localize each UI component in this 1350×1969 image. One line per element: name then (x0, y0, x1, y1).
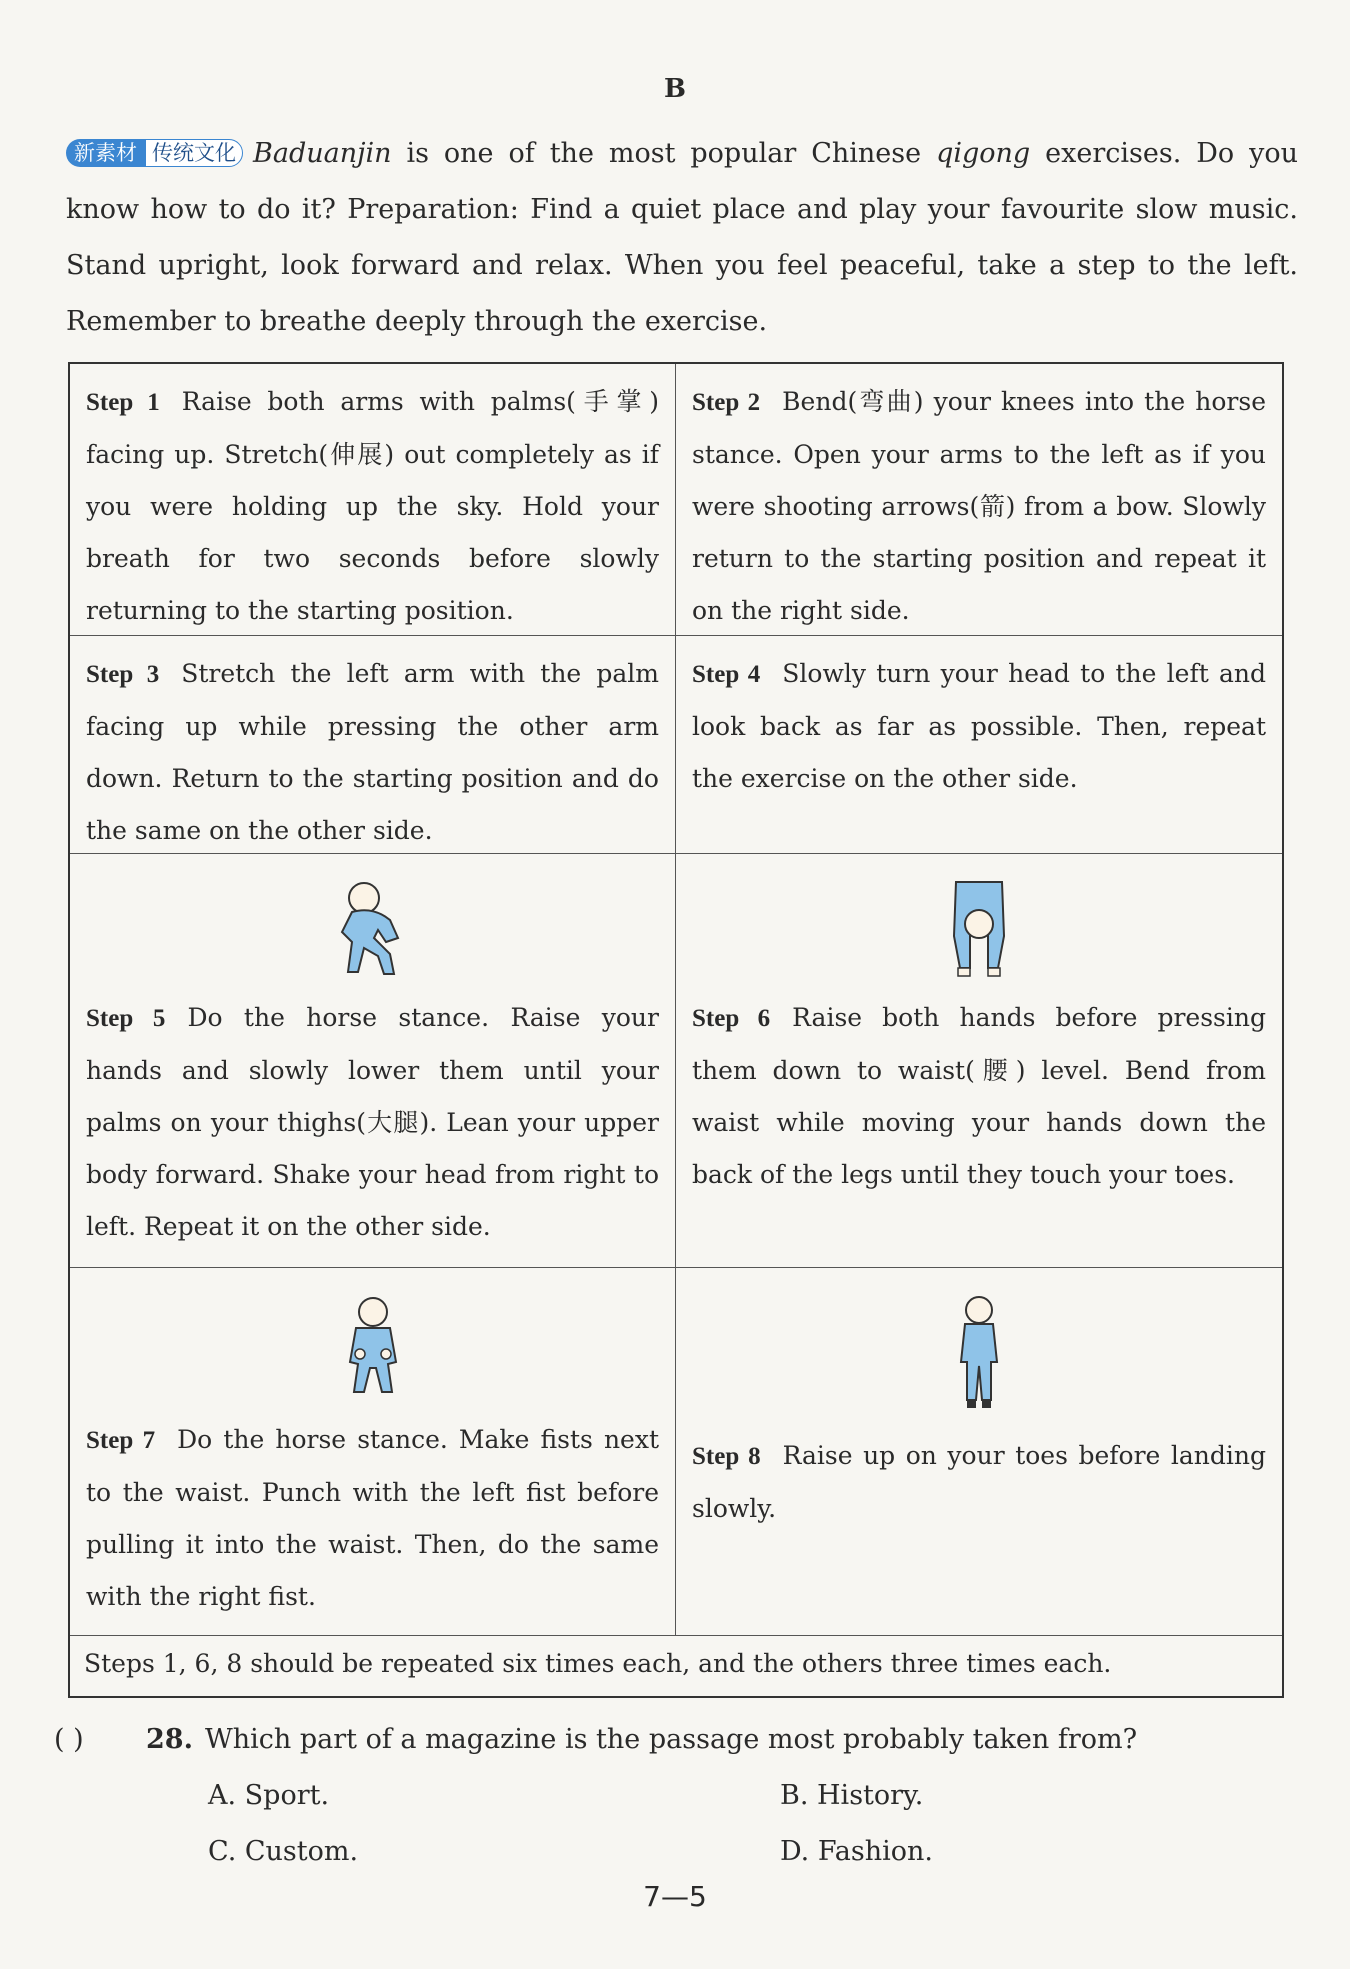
table-row (70, 854, 1282, 1268)
step-8-label: Step 8 (692, 1443, 761, 1470)
question-28 (54, 1712, 1304, 1880)
step-8-cell (676, 1268, 1282, 1635)
answer-options (54, 1768, 1304, 1880)
table-row (70, 636, 1282, 854)
option-a: A. Sport. (208, 1780, 330, 1811)
step-6-cell (676, 854, 1282, 1267)
horse-stance-figure-icon (328, 876, 418, 980)
step-3-cell (70, 636, 676, 853)
option-d: D. Fashion. (780, 1836, 933, 1867)
step-7-label: Step 7 (86, 1427, 156, 1454)
steps-table (68, 362, 1284, 1698)
tag-traditional-culture: 传统文化 (145, 139, 243, 167)
intro-italic-2: qigong (936, 138, 1031, 169)
repeat-note: Steps 1, 6, 8 should be repeated six times each, and the others three times each. (84, 1649, 1112, 1678)
standing-figure-icon (949, 1292, 1009, 1412)
step-4-cell (676, 636, 1282, 853)
step-5-text: Do the horse stance. Raise your hands and slowly lower them until your palms on your thighs(大腿). Lean your upper body forward. Shake your head from right to left. Repeat it on the other side. (86, 1003, 659, 1241)
step-4-text: Slowly turn your head to the left and look back as far as possible. Then, repeat the exercise on the other side. (692, 659, 1266, 793)
material-tag (66, 124, 243, 180)
option-b: B. History. (780, 1780, 924, 1811)
intro-text-1: is one of the most popular Chinese (391, 138, 937, 169)
table-row (70, 1268, 1282, 1636)
option-c: C. Custom. (208, 1836, 359, 1867)
step-1-cell (70, 364, 676, 635)
step-6-text: Raise both hands before pressing them down to waist(腰) level. Bend from waist while moving your hands down the back of the legs until they touch your toes. (692, 1003, 1266, 1189)
step-5-cell (70, 854, 676, 1267)
question-number: 28. (146, 1724, 193, 1755)
step-3-label: Step 3 (86, 661, 160, 688)
intro-text-2: exercises. Do you know how to do it? Preparation: Find a quiet place and play your favourite slow music. Stand upright, look forward and relax. When you feel peaceful, take a step to the left. Remember to breathe deeply through the exercise. (66, 138, 1299, 337)
step-6-label: Step 6 (692, 1005, 771, 1032)
intro-paragraph (66, 124, 1298, 350)
step-8-text: Raise up on your toes before landing slowly. (692, 1441, 1266, 1523)
step-7-cell (70, 1268, 676, 1635)
page-number: 7—5 (643, 1880, 707, 1913)
step-1-text: Raise both arms with palms(手掌) facing up. Stretch(伸展) out completely as if you were holding up the sky. Hold your breath for two seconds before slowly returning to the starting position. (86, 387, 659, 625)
step-2-cell (676, 364, 1282, 635)
bending-figure-icon (944, 876, 1014, 980)
question-text: Which part of a magazine is the passage most probably taken from? (204, 1724, 1138, 1755)
step-3-text: Stretch the left arm with the palm facing up while pressing the other arm down. Return to the starting position and do the same on the other side. (86, 659, 660, 845)
table-row (70, 364, 1282, 636)
step-4-label: Step 4 (692, 661, 761, 688)
step-2-label: Step 2 (692, 389, 761, 416)
fist-figure-icon (338, 1292, 408, 1400)
step-5-label: Step 5 (86, 1005, 166, 1032)
step-1-label: Step 1 (86, 389, 160, 416)
answer-blank: ( ) (54, 1724, 84, 1755)
tag-new-material: 新素材 (66, 139, 145, 167)
step-7-text: Do the horse stance. Make fists next to the waist. Punch with the left fist before pulling it into the waist. Then, do the same with the right fist. (86, 1425, 659, 1611)
intro-lead-italic: Baduanjin (253, 138, 392, 169)
section-title: B (664, 74, 686, 104)
step-2-text: Bend(弯曲) your knees into the horse stance. Open your arms to the left as if you were shooting arrows(箭) from a bow. Slowly return to the starting position and repeat it on the right side. (692, 387, 1266, 625)
